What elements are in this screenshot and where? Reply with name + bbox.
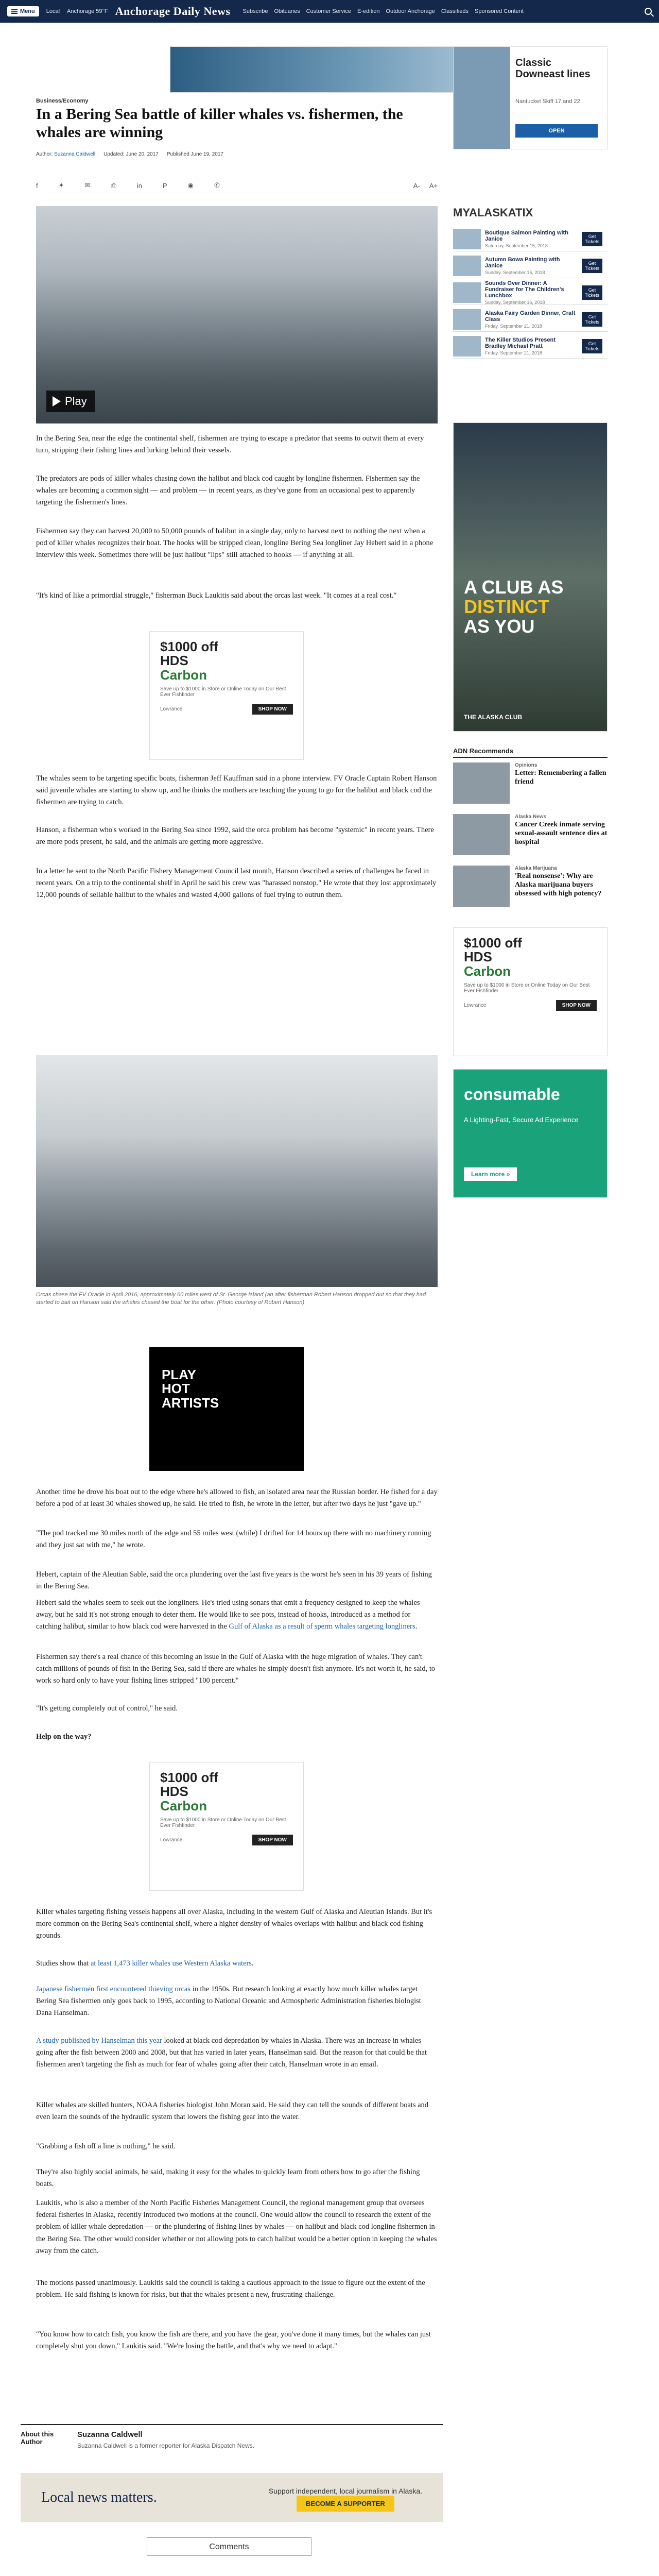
font-increase-button[interactable]: A+	[429, 181, 438, 190]
story-category: Alaska Marijuana	[515, 866, 557, 871]
inline-link[interactable]: Japanese fishermen first encountered thieving orcas	[36, 1985, 190, 1993]
recommended-story[interactable]	[453, 866, 608, 907]
paragraph: A study published by Hanselman this year looked at black cod depredation by whales in Alaska. There was an increase in whales going after the fish between 2000 and 2008, but that has varied in later years, Hanselman said. But the reason for that could be that fishermen aren't targeting the fish as much for fear of whales going after their catch, Hanselman wrote in an email.	[36, 2037, 427, 2069]
paragraph: "Grabbing a fish off a line is nothing," he said.	[36, 2142, 176, 2150]
nav-obituaries[interactable]: Obituaries	[274, 8, 300, 14]
nav-sponsored[interactable]: Sponsored Content	[475, 8, 524, 14]
get-tickets-button[interactable]: Get Tickets	[582, 232, 602, 246]
twitter-icon[interactable]: ✦	[58, 181, 64, 189]
ticket-event[interactable]	[453, 227, 608, 251]
paragraph: Studies show that at least 1,473 killer whales use Western Alaska waters.	[36, 1959, 254, 1968]
ad-price: $1000 off	[160, 1770, 218, 1785]
paragraph: "The pod tracked me 30 miles north of the edge and 55 miles west (while) I drifted for 14 hours up there with no machinery running and they just sat with me," he wrote.	[36, 1529, 431, 1550]
inline-ad[interactable]	[149, 631, 304, 760]
ad-line: AS YOU	[464, 615, 535, 637]
paragraph: Another time he drove his boat out to the edge where he's allowed to fish, an isolated area near the Russian border. He fished for a day before a pod of at least 30 whales showed up, he said. He tried to fish, he wrote in the letter, but after two days he just "gave up."	[36, 1488, 438, 1509]
ad-copy: Save up to $1000 in Store or Online Today on Our Best Ever Fishfinder	[160, 1817, 286, 1828]
inline-link[interactable]: at least 1,473 killer whales use Western Alaska waters	[90, 1959, 252, 1968]
ad-copy: Save up to $1000 in Store or Online Today on Our Best Ever Fishfinder	[160, 686, 286, 698]
story-category: Opinions	[515, 762, 537, 768]
article-photo	[36, 1055, 438, 1287]
print-icon[interactable]: ⎙	[111, 181, 116, 189]
learn-more-button[interactable]: Learn more »	[464, 1167, 517, 1181]
ad-sub: A Lighting-Fast, Secure Ad Experience	[464, 1116, 579, 1124]
sidebar-hds-ad[interactable]	[453, 927, 608, 1056]
email-icon[interactable]: ✉	[84, 181, 91, 189]
paragraph: In the Bering Sea, near the edge the continental shelf, fishermen are trying to escape a predator that seems to outwit them at every turn, stripping their fishing lines and lurking behind their vessels.	[36, 434, 424, 455]
event-date: Saturday, September 15, 2018	[485, 243, 548, 248]
nav-subscribe[interactable]: Subscribe	[242, 8, 268, 14]
site-logo[interactable]: Anchorage Daily News	[115, 5, 231, 18]
nav-customer-service[interactable]: Customer Service	[306, 8, 352, 14]
get-tickets-button[interactable]: Get Tickets	[582, 285, 602, 300]
event-date: Friday, September 21, 2018	[485, 350, 542, 355]
story-image	[453, 866, 510, 907]
ad-line: HOT	[162, 1381, 190, 1397]
ad-brand: Lowrance	[160, 1837, 183, 1843]
share-bar	[36, 181, 438, 190]
ad-brand: Lowrance	[464, 1002, 487, 1008]
paragraph: They're also highly social animals, he said, making it easy for the whales to quickly learn from others how to go after the fishing boats.	[36, 2168, 420, 2189]
local-link[interactable]: Local	[46, 8, 60, 14]
event-date: Friday, September 21, 2018	[485, 323, 542, 329]
nav-outdoor[interactable]: Outdoor Anchorage	[386, 8, 435, 14]
story-image	[453, 762, 510, 804]
ad-line: PLAY	[162, 1367, 196, 1382]
event-title: Sounds Over Dinner: A Fundraiser for The Children's Lunchbox	[485, 280, 564, 299]
event-date: Sunday, September 16, 2018	[485, 269, 545, 275]
paragraph: The motions passed unanimously. Laukitis said the council is taking a cautious approach to the issue to figure out the extent of the problem. He said fishing is known for risks, but that the whales present a new, frustrating challenge.	[36, 2279, 425, 2299]
ticket-event[interactable]	[453, 280, 608, 305]
sidebar-ad-top[interactable]	[453, 46, 608, 149]
ad-price: $1000 off	[464, 935, 522, 951]
ad-copy: Save up to $1000 in Store or Online Today on Our Best Ever Fishfinder	[464, 982, 590, 994]
alaska-club-ad[interactable]	[453, 422, 608, 732]
event-image	[453, 229, 481, 249]
play-button[interactable]: Play	[46, 391, 95, 412]
nav-classifieds[interactable]: Classifieds	[441, 8, 469, 14]
ad-shop-button[interactable]: SHOP NOW	[556, 1000, 597, 1011]
top-bar	[0, 0, 659, 23]
section-label[interactable]: Business/Economy	[36, 98, 89, 104]
get-tickets-button[interactable]: Get Tickets	[582, 339, 602, 353]
photo-caption: Orcas chase the FV Oracle in April 2016, approximately 60 miles west of St. George Island (an after fisherman Robert Hanson dropped out so that they had started to bait on Hanson said the whales chased the boat for the other. (Photo courtesy of Robert Hanson)	[36, 1292, 426, 1306]
ad-shop-button[interactable]: SHOP NOW	[252, 1835, 293, 1845]
get-tickets-button[interactable]: Get Tickets	[582, 312, 602, 327]
ad-line: A CLUB AS	[464, 577, 564, 598]
published-date: Published June 19, 2017	[166, 151, 223, 157]
nav-e-edition[interactable]: E-edition	[357, 8, 380, 14]
paragraph: Killer whales targeting fishing vessels happens all over Alaska, including in the western Gulf of Alaska and Aleutian Islands. But it's more common on the Bering Sea's continental shelf, where a higher density of whales overlaps with halibut and black cod fishing grounds.	[36, 1908, 432, 1940]
become-supporter-button[interactable]: BECOME A SUPPORTER	[297, 2496, 394, 2512]
author-label: Author:	[36, 151, 53, 157]
paragraph: Hebert, captain of the Aleutian Sable, said the orca plundering over the last five years is the worst he's seen in his 39 years of fishing in the Bering Sea.	[36, 1570, 432, 1591]
ad-title: Classic Downeast lines	[515, 57, 591, 80]
hamburger-icon	[11, 9, 18, 14]
ticket-event[interactable]	[453, 253, 608, 278]
story-category: Alaska News	[515, 814, 547, 820]
ad-image	[454, 47, 510, 149]
pinterest-icon[interactable]: P	[162, 181, 167, 190]
event-title: Autumn Bowa Painting with Janice	[485, 256, 560, 269]
ad-open-button[interactable]: OPEN	[515, 124, 598, 138]
ad-title: consumable	[464, 1085, 560, 1104]
menu-button[interactable]: Menu	[7, 6, 39, 16]
paragraph: "It's kind of like a primordial struggle," fisherman Buck Laukitis said about the orcas last week. "It comes at a real cost."	[36, 591, 397, 600]
ad-line: DISTINCT	[464, 596, 549, 617]
byline	[36, 151, 223, 157]
paragraph: Fishermen say they can harvest 20,000 to 50,000 pounds of halibut in a single day, only to harvest next to nothing the next when a pod of killer whales recognizes their boat. The hooks will be stripped clean, longline Bering Sea longliner Jay Hebert said in a phone interview this week. Sometimes there will be just halibut "lips" still attached to hooks — if anything at all.	[36, 527, 433, 560]
paragraph: Laukitis, who is also a member of the North Pacific Fisheries Management Council, the regional management group that oversees federal fisheries in Alaska, recently introduced two motions at the council. One would allow the council to research the extent of the problem of killer whale depredation — or the plundering of fishing lines by whales — on halibut and black cod longline fishermen in the Bering Sea. The other would consider whether or not allowing pots to catch halibut would be a better option in keeping the whales away from the catch.	[36, 2199, 437, 2255]
event-title: Boutique Salmon Painting with Janice	[485, 229, 568, 242]
ad-brand: Lowrance	[160, 706, 183, 712]
event-image	[453, 282, 481, 303]
updated-date: Updated: June 20, 2017	[103, 151, 159, 157]
ad-shop-button[interactable]: SHOP NOW	[252, 704, 293, 715]
inline-link[interactable]: Gulf of Alaska as a result of sperm whales targeting longliners	[229, 1622, 415, 1631]
ad-sub: Nantucket Skiff 17 and 22	[515, 98, 580, 105]
about-name[interactable]: Suzanna Caldwell	[77, 2430, 143, 2439]
play-icon	[53, 396, 61, 406]
consumable-ad[interactable]	[453, 1069, 608, 1198]
ad-price: $1000 off	[160, 639, 218, 654]
sms-icon[interactable]: ✆	[214, 181, 220, 189]
author-link[interactable]: Suzanna Caldwell	[54, 151, 96, 157]
comments-button[interactable]: Comments	[147, 2537, 311, 2556]
paragraph: Fishermen say there's a real chance of this becoming an issue in the Gulf of Alaska with the huge migration of whales. They can't catch millions of pounds of fish in the Bering Sea, said if there are whales he simply doesn't fish anymore. It's not worth it, he said, to work so hard only to have your fishing lines stripped "100 percent."	[36, 1653, 436, 1685]
about-author	[21, 2424, 443, 2449]
ad-product: HDS	[160, 653, 188, 669]
paragraph: Hanson, a fisherman who's worked in the Bering Sea since 1992, said the orca problem has become "systemic" in recent years. There are more pods present, he said, and the animals are getting more aggressive.	[36, 826, 434, 846]
facebook-icon[interactable]: f	[36, 181, 38, 190]
about-label: About this Author	[21, 2430, 54, 2446]
paragraph: In a letter he sent to the North Pacific Fishery Management Council last month, Hanson described a series of challenges he faced in recent years. On a trip to the continental shelf in April he said his crew was "harassed nonstop." He wrote that they lost approximately 12,000 pounds of sellable halibut to the whales and wasted 4,000 gallons of fuel trying to outrun them.	[36, 867, 437, 900]
ticket-event[interactable]	[453, 334, 608, 359]
paragraph: The predators are pods of killer whales chasing down the halibut and black cod caught by longline fishermen. Fishermen say the whales are becoming a common sight — and problem — in recent years, as they've gone from an occasional pest to apparently targeting the fishermen's lines.	[36, 474, 420, 507]
local-news-banner	[21, 2473, 443, 2522]
ad-product-line: Carbon	[160, 667, 207, 683]
article-headline: In a Bering Sea battle of killer whales vs. fishermen, the whales are winning	[36, 106, 403, 141]
local-sub: Support independent, local journalism in Alaska.	[268, 2486, 422, 2495]
article-video[interactable]	[36, 206, 438, 423]
inline-link[interactable]: A study published by Hanselman this year	[36, 2037, 162, 2045]
search-icon[interactable]	[645, 8, 652, 15]
about-bio: Suzanna Caldwell is a former reporter for Alaska Dispatch News.	[77, 2442, 255, 2449]
font-decrease-button[interactable]: A-	[413, 181, 420, 190]
inline-ad[interactable]	[149, 1762, 304, 1891]
event-image	[453, 309, 481, 330]
event-image	[453, 336, 481, 357]
ad-product: HDS	[160, 1784, 188, 1800]
paragraph: Killer whales are skilled hunters, NOAA fisheries biologist John Moran said. He said they can tell the sounds of different boats and even learn the sounds of the hydraulic system that lowers the fishing gear into the water.	[36, 2101, 429, 2122]
section-subhead: Help on the way?	[36, 1733, 92, 1741]
recommended-story[interactable]	[453, 814, 608, 855]
paragraph: "You know how to catch fish, you know the fish are there, and you have the gear, you've done it many times, but the whales can just completely shut you down," Laukitis said. "We're losing the battle, and that's why we need to adapt."	[36, 2330, 431, 2351]
video-ad[interactable]	[149, 1347, 304, 1471]
local-title: Local news matters.	[41, 2489, 157, 2505]
nav-links	[243, 8, 524, 14]
event-image	[453, 256, 481, 276]
recommends-title: ADN Recommends	[453, 747, 608, 758]
paragraph: Japanese fishermen first encountered thieving orcas in the 1950s. But research looking at exactly how much killer whales target Bering Sea fishermen only goes back to 1995, according to National Oceanic and Atmospheric Administration fisheries biologist Dana Hanselman.	[36, 1985, 421, 2018]
story-image	[453, 814, 510, 855]
ticket-event[interactable]	[453, 307, 608, 332]
event-title: The Killer Studios Present Bradley Michael Pratt	[485, 336, 556, 349]
story-headline: Letter: Remembering a fallen friend	[515, 769, 606, 786]
ad-product: HDS	[464, 949, 492, 965]
event-title: Alaska Fairy Garden Dinner, Craft Class	[485, 310, 576, 323]
paragraph: Hebert said the whales seem to seek out the longliners. He's tried using sonars that emit a frequency designed to keep the whales away, but he said it's not strong enough to deter them. He would like to see pots, instead of hooks, introduced as a method for catching halibut, similar to how black cod were harvested in the Gulf of Alaska as a result of sperm whales targeting longliners.	[36, 1599, 420, 1631]
ad-product-line: Carbon	[464, 963, 511, 979]
reddit-icon[interactable]: ◉	[187, 181, 194, 189]
ad-product-line: Carbon	[160, 1798, 207, 1814]
get-tickets-button[interactable]: Get Tickets	[582, 259, 602, 273]
paragraph: The whales seem to be targeting specific boats, fisherman Jeff Kauffman said in a phone interview. FV Oracle Captain Robert Hanson said juvenile whales are starting to show up, and he thinks the mothers are teaching the young to go for the halibut and black cod the fishermen are trying to catch.	[36, 774, 437, 807]
event-date: Sunday, September 16, 2018	[485, 299, 545, 305]
linkedin-icon[interactable]: in	[136, 181, 142, 190]
recommended-story[interactable]	[453, 762, 608, 804]
tickets-widget-title[interactable]: MYALASKATIX	[453, 206, 533, 219]
story-headline: 'Real nonsense': Why are Alaska marijuana buyers obsessed with high potency?	[515, 872, 602, 897]
paragraph: "It's getting completely out of control," he said.	[36, 1704, 178, 1713]
ad-brand: THE ALASKA CLUB	[464, 714, 523, 721]
ad-line: ARTISTS	[162, 1395, 219, 1411]
weather-readout: Anchorage 59°F	[67, 8, 108, 14]
story-headline: Cancer Creek inmate serving sexual-assault sentence dies at hospital	[515, 821, 608, 846]
